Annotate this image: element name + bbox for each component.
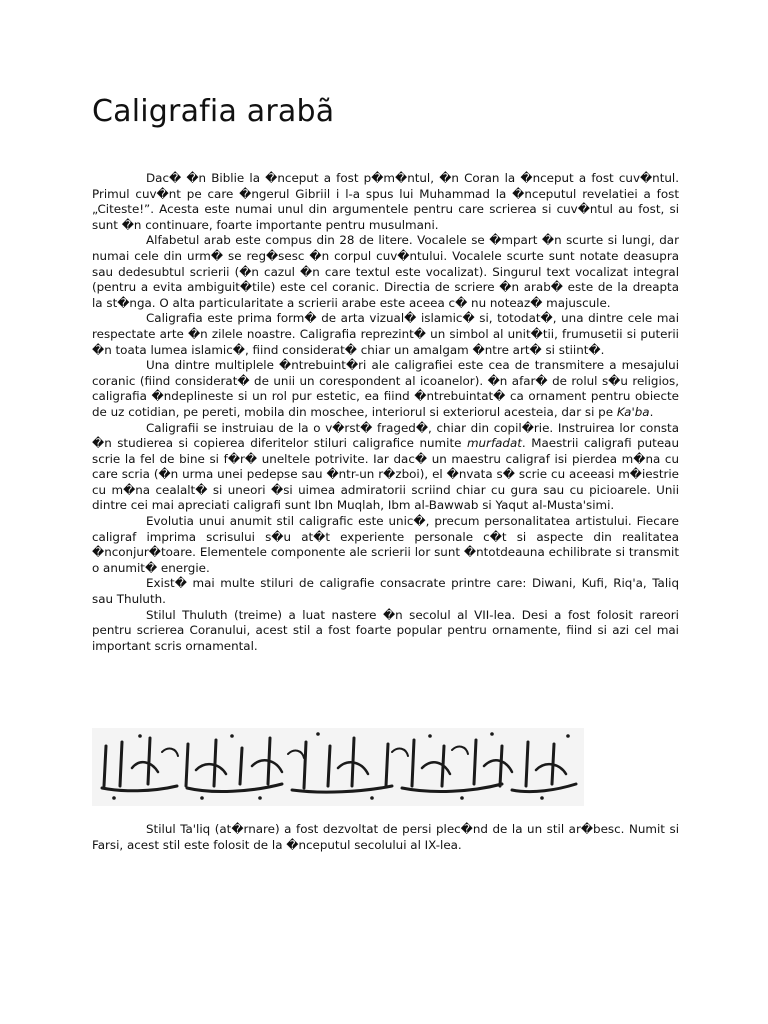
paragraph-evolution: Evolutia unui anumit stil caligrafic este unic�, precum personalitatea artistului. Fiecare caligraf imprima scrisului s�u at�t experiente personale c�t si aspecte din realitatea �nconjur�toare. Elementele componente ale scrierii lor sunt �ntotdeauna echilibrate si transmit o anumit� energie. <box>92 514 679 575</box>
kaba-term: Ka'ba <box>616 404 650 419</box>
arabic-calligraphy-image <box>92 728 584 806</box>
page-title: Caligrafia arabã <box>92 94 335 129</box>
paragraph-uses <box>92 358 679 420</box>
paragraph-taliq: Stilul Ta'liq (at�rnare) a fost dezvoltat de persi plec�nd de la un stil ar�besc. Numit si Farsi, acest stil este folosit de la �nceputul secolului al IX-lea. <box>92 822 679 852</box>
paragraph-uses-text: Una dintre multiplele �ntrebuint�ri ale caligrafiei este cea de transmitere a mesajului coranic (fiind considerat� de unii un corespondent al icoanelor). �n afar� de rolul s�u religios, caligrafia �ndeplineste si un rol pur estetic, ea fiind �ntrebuintat� ca ornament pentru obiecte de uz cotidian, pe pereti, mobila din moschee, interiorul si exteriorul acesteia, dar si pe <box>92 358 679 419</box>
murfadat-term: murfadat <box>466 436 522 451</box>
paragraph-styles: Exist� mai multe stiluri de caligrafie consacrate printre care: Diwani, Kufi, Riq'a, Taliq sau Thuluth. <box>92 576 679 607</box>
paragraph-training <box>92 421 679 515</box>
paragraph-alphabet: Alfabetul arab este compus din 28 de litere. Vocalele se �mpart �n scurte si lungi, dar numai cele din urm� se reg�sesc �n corpul cuv�ntului. Vocalele scurte sunt notate deasupra sau dedesubtul scrierii (�n cazul �n care textul este vocalizat). Singurul text vocalizat integral (pentru a evita ambiguit�tile) este cel coranic. Directia de scriere �n arab� este de la dreapta la st�nga. O alta particularitate a scrierii arabe este aceea c� nu noteaz� majuscule. <box>92 233 679 310</box>
article-body-continued <box>92 822 679 853</box>
paragraph-thuluth: Stilul Thuluth (treime) a luat nastere �n secolul al VII-lea. Desi a fost folosit rareori pentru scrierea Coranului, acest stil a fost foarte popular pentru ornamente, fiind si azi cel mai important scris ornamental. <box>92 607 679 653</box>
paragraph-training-rest: . Maestrii caligrafi puteau scrie la fel de bine si f�r� uneltele potrivite. Iar dac� un maestru caligraf isi pierdea m�na cu care scria (�n urma unei pedepse sau �ntr-un r�zboi), el �nvata s� scrie cu aceeasi m�iestrie cu m�na cealalt� si uneori �si uimea admiratorii scriind chiar cu gura sau cu picioarele. Unii dintre cei mai apreciati caligrafi sunt Ibn Muqlah, Ibm al-Bawwab si Yaqut al-Musta'simi. <box>92 436 679 513</box>
paragraph-training-text: Caligrafii se instruiau de la o v�rst� fraged�, chiar din copil�rie. Instruirea lor consta �n studierea si copierea diferitelor stiluri caligrafice numite <box>92 420 679 451</box>
kaba-end: . <box>649 404 654 419</box>
paragraph-visual-art: Caligrafia este prima form� de arta vizual� islamic� si, totodat�, una dintre cele mai respectate arte �n zilele noastre. Caligrafia reprezint� un simbol al unit�tii, frumusetii si puterii �n toata lumea islamic�, fiind considerat� chiar un amalgam �ntre art� si stiint�. <box>92 311 679 357</box>
paragraph-intro: Dac� �n Biblie la �nceput a fost p�m�ntul, �n Coran la �nceput a fost cuv�ntul. Primul cuv�nt pe care �ngerul Gibriil i l-a spus lui Muhammad la �nceputul revelatiei a fost „Citeste!”. Acesta este numai unul din argumentele pentru care scrierea si cuv�ntul au fost, si sunt �n continuare, foarte importante pentru musulmani. <box>92 171 679 232</box>
article-body <box>92 171 679 654</box>
